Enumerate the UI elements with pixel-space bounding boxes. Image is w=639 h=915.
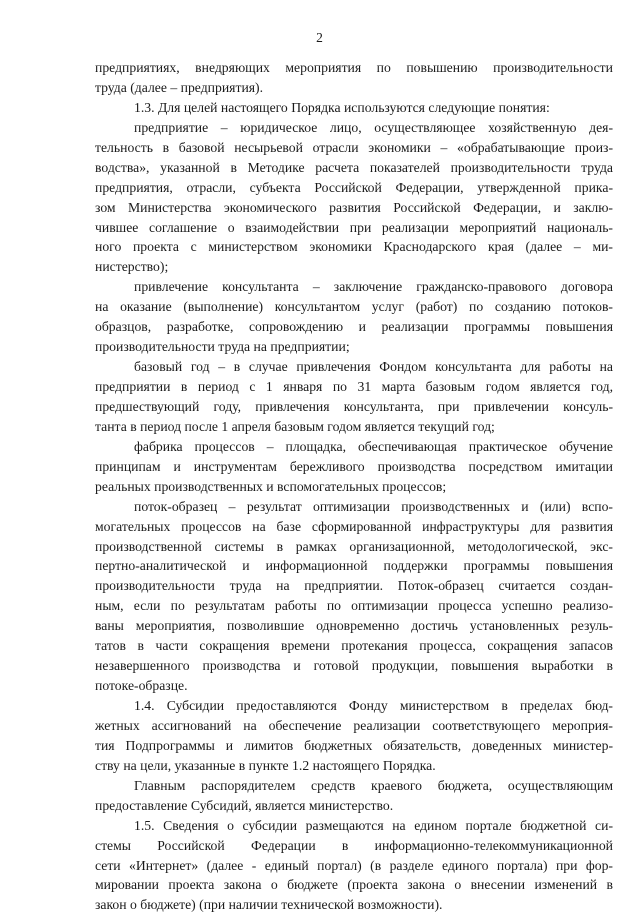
text-line: зом Министерства экономического развития Российской Федерации, и заклю- (95, 199, 613, 215)
text-line: труда (далее – предприятия). (95, 79, 264, 95)
paragraph (95, 437, 613, 497)
paragraph (95, 98, 613, 118)
text-line: образцов, разработке, сопровождению и реализации программы повышения (95, 319, 613, 335)
text-line: нистерство); (95, 259, 169, 275)
text-line: ваны мероприятия, позволившие одновременно достичь установленных резуль- (95, 618, 613, 634)
text-line: предприятия, отрасли, субъекта Российской Федерации, утвержденной прика- (95, 179, 613, 195)
text-line: производительности труда на предприятии; (95, 339, 350, 355)
paragraph (95, 118, 613, 278)
page-number: 2 (316, 30, 323, 45)
text-line: предшествующий году, привлечения консультанта, при привлечении консуль- (95, 398, 613, 414)
text-line: на оказание (выполнение) консультантом услуг (работ) по созданию потоков- (95, 299, 613, 315)
text-line: стемы Российской Федерации в информационно-телекоммуникационной (95, 837, 613, 853)
text-line: могательных процессов на базе сформированной инфраструктуры для развития (95, 518, 613, 534)
paragraph (95, 357, 613, 437)
text-line: 1.5. Сведения о субсидии размещаются на едином портале бюджетной си- (134, 817, 613, 833)
text-line: тельность в базовой несырьевой отрасли экономики – «обрабатывающие произ- (95, 139, 613, 155)
paragraph (95, 816, 613, 915)
text-line: закон о бюджете) (при наличии технической возможности). (95, 897, 443, 913)
text-line: 1.3. Для целей настоящего Порядка используются следующие понятия: (134, 99, 550, 115)
paragraph (95, 277, 613, 357)
text-line: производственной системы в рамках организационной, методологической, экс- (95, 538, 613, 554)
text-line: чившее соглашение о взаимодействии при реализации мероприятий националь- (95, 219, 613, 235)
text-line: татов в части сокращения времени протекания процесса, сокращения запасов (95, 638, 613, 654)
text-line: жетных ассигнований на обеспечение реализации соответствующего мероприя- (95, 717, 613, 733)
paragraph (95, 58, 613, 98)
text-line: базовый год – в случае привлечения Фондом консультанта для работы на (134, 359, 613, 375)
text-line: предприятии в период с 1 января по 31 марта базовым годом является год, (95, 379, 613, 394)
text-line: производительности труда на предприятии. Поток-образец считается создан- (95, 578, 613, 594)
text-line: пертно-аналитической и информационной поддержки программы повышения (95, 558, 613, 574)
text-line: тия Подпрограммы и лимитов бюджетных обязательств, доведенных министер- (95, 737, 613, 753)
text-line: принципам и инструментам бережливого производства посредством имитации (95, 458, 613, 474)
text-line: привлечение консультанта – заключение гражданско-правового договора (134, 279, 613, 295)
text-line: 1.4. Субсидии предоставляются Фонду министерством в пределах бюд- (134, 698, 613, 713)
text-line: предоставление Субсидий, является министерство. (95, 797, 394, 813)
text-line: мировании проекта закона о бюджете (проекта закона о внесении изменений в (95, 877, 613, 893)
document-body (95, 58, 613, 915)
text-line: танта в период после 1 апреля базовым годом является текущий год; (95, 418, 495, 434)
text-line: реальных производственных и вспомогательных процессов; (95, 478, 447, 494)
paragraph (95, 776, 613, 816)
text-line: предприятие – юридическое лицо, осуществляющее хозяйственную дея- (134, 119, 613, 135)
text-line: ству на цели, указанные в пункте 1.2 настоящего Порядка. (95, 757, 436, 773)
text-line: сети «Интернет» (далее - единый портал) (в разделе единого портала) при фор- (95, 857, 613, 873)
text-line: ного проекта с министерством экономики Краснодарского края (далее – ми- (95, 239, 613, 255)
text-line: Главным распорядителем средств краевого бюджета, осуществляющим (134, 777, 613, 793)
text-line: потоке-образце. (95, 678, 188, 694)
paragraph (95, 497, 613, 696)
text-line: поток-образец – результат оптимизации производственных и (или) вспо- (134, 498, 613, 514)
text-line: водства», указанной в Методике расчета показателей производительности труда (95, 159, 613, 175)
text-line: фабрика процессов – площадка, обеспечивающая практическое обучение (134, 438, 613, 454)
text-line: ным, если по результатам работы по оптимизации процесса успешно реализо- (95, 598, 613, 614)
text-line: незавершенного производства и готовой продукции, повышения выработки в (95, 658, 613, 674)
paragraph (95, 696, 613, 776)
text-line: предприятиях, внедряющих мероприятия по повышению производительности (95, 60, 613, 75)
